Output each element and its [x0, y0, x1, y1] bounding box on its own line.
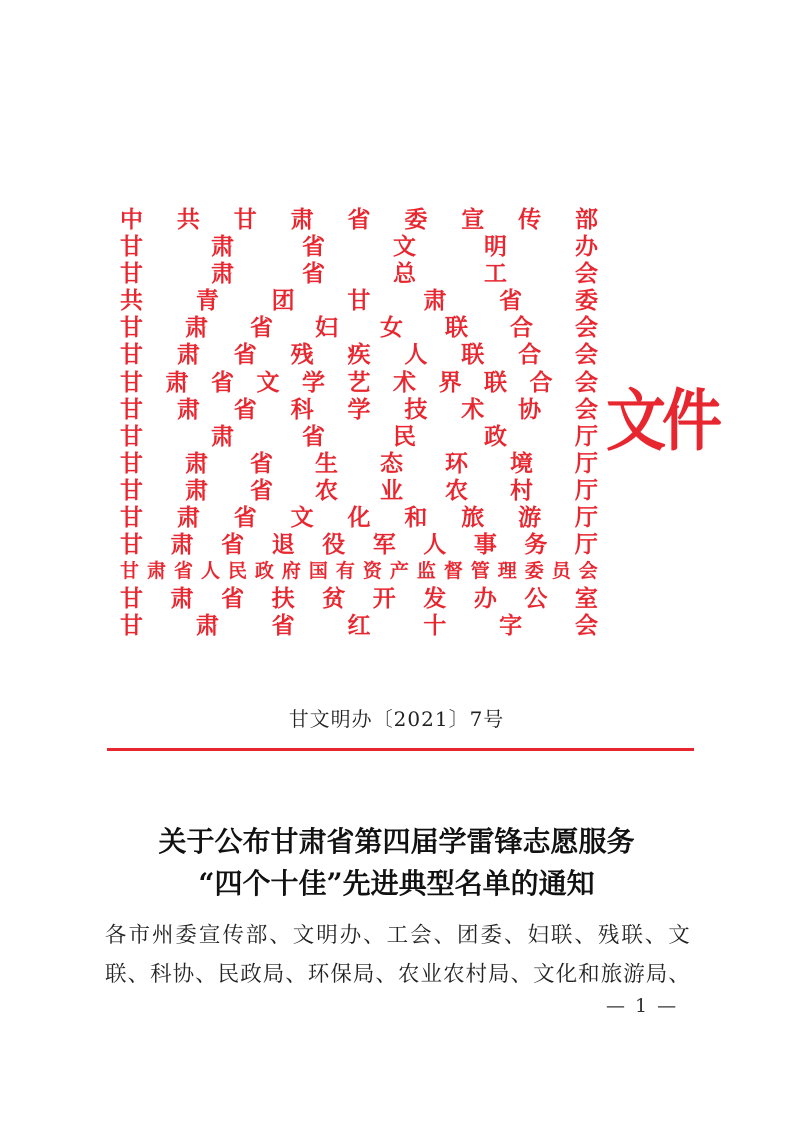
organization-line: 甘 肃 省 人 民 政 府 国 有 资 产 监 督 管 理 委 员 会	[120, 560, 598, 583]
organization-line: 中 共 甘 肃 省 委 宣 传 部	[120, 206, 598, 233]
issuing-organizations	[120, 206, 598, 640]
body-text-line-1: 各 市 州 委 宣 传 部 、 文 明 办 、 工 会 、 团 委 、 妇 联 、 残 联 、 文	[105, 923, 690, 948]
organization-line: 甘 肃 省 文 明 办	[120, 233, 598, 261]
organization-line: 甘 肃 省 民 政 厅	[120, 422, 598, 450]
organization-line: 甘 肃 省 农 业 农 村 厅	[120, 476, 598, 504]
organization-line: 共 青 团 甘 肃 省 委	[120, 287, 598, 315]
body-text-line-2: 联 、 科 协 、 民 政 局 、 环 保 局 、 农 业 农 村 局 、 文 化 和 旅 游 局 、	[105, 962, 690, 987]
organization-line: 甘 肃 省 文 学 艺 术 界 联 合 会	[120, 368, 598, 396]
organization-line: 甘 肃 省 残 疾 人 联 合 会	[120, 341, 598, 369]
organization-line: 甘 肃 省 红 十 字 会	[120, 612, 598, 640]
organization-line: 甘 肃 省 扶 贫 开 发 办 公 室	[120, 585, 598, 613]
red-separator-line	[107, 748, 694, 751]
organization-line: 甘 肃 省 退 役 军 人 事 务 厅	[120, 531, 598, 559]
organization-line: 甘 肃 省 妇 女 联 合 会	[120, 314, 598, 342]
organization-line: 甘 肃 省 科 学 技 术 协 会	[120, 395, 598, 423]
notice-title-line-2: “四个十佳”先进典型名单的通知	[198, 867, 595, 900]
organization-line: 甘 肃 省 生 态 环 境 厅	[120, 449, 598, 477]
organization-line: 甘 肃 省 文 化 和 旅 游 厅	[120, 504, 598, 532]
document-label: 文件	[606, 382, 718, 461]
organization-line: 甘 肃 省 总 工 会	[120, 260, 598, 288]
notice-title-line-1: 关于公布甘肃省第四届学雷锋志愿服务	[158, 825, 635, 858]
document-number: 甘文明办〔2021〕7号	[288, 707, 505, 731]
page-number: — 1 —	[606, 995, 679, 1017]
